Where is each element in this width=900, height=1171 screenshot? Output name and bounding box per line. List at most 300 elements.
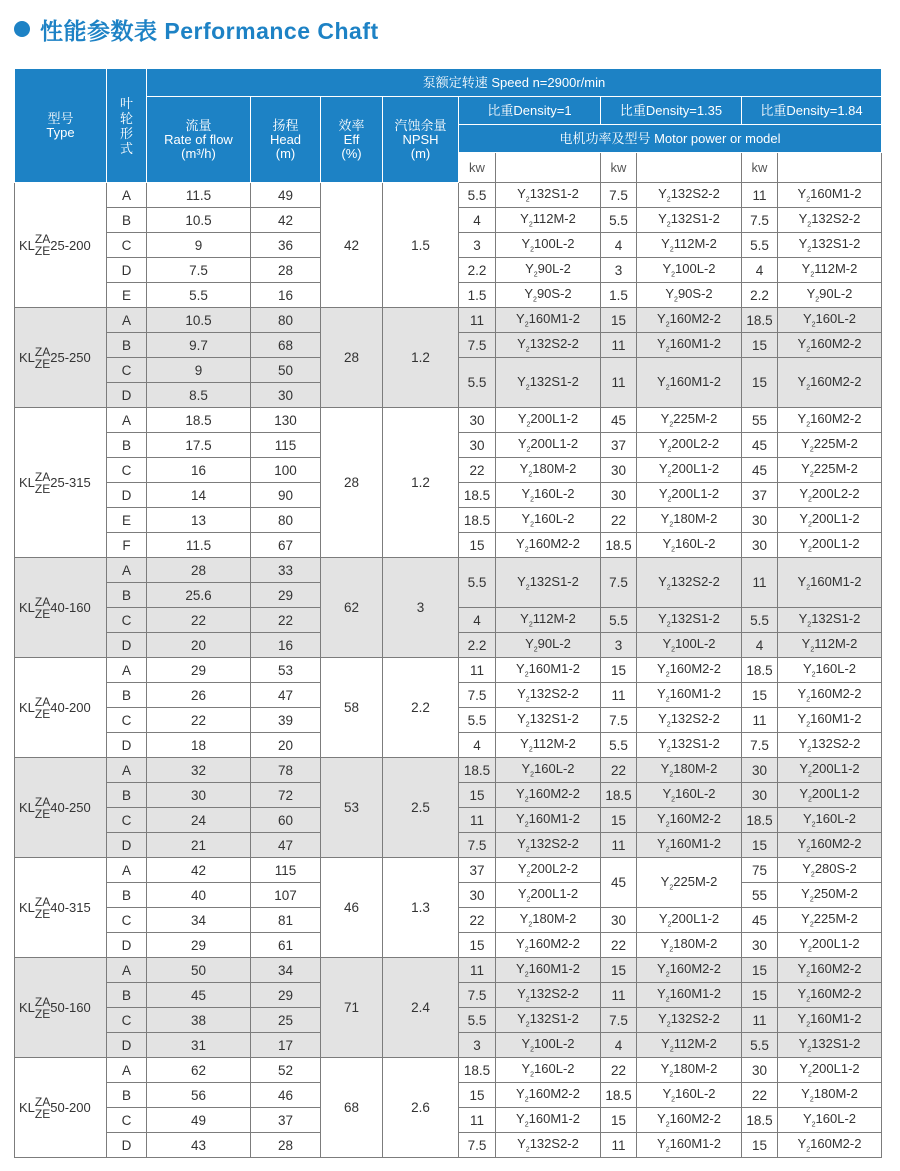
motor-model: 132S1-2 bbox=[670, 211, 720, 227]
performance-table-wrapper bbox=[14, 68, 882, 1158]
motor-model-cell: $Y_2160L-2$ bbox=[496, 758, 601, 783]
pump-type-cell: KL ZA ZE 25-315 bbox=[15, 408, 107, 558]
kw-cell: 4 bbox=[742, 258, 778, 283]
flow-cell: 14 bbox=[147, 483, 251, 508]
pump-type-cell: KL ZA ZE 25-250 bbox=[15, 308, 107, 408]
kw-cell: 18.5 bbox=[601, 783, 637, 808]
flow-cell: 11.5 bbox=[147, 183, 251, 208]
flow-cell: 8.5 bbox=[147, 383, 251, 408]
motor-model: 132S2-2 bbox=[529, 686, 579, 702]
kw-cell: 15 bbox=[742, 683, 778, 708]
impeller-cell: C bbox=[107, 233, 147, 258]
eff-cell: 58 bbox=[321, 658, 383, 758]
motor-model: 132S2-2 bbox=[529, 336, 579, 352]
motor-model: 90S-2 bbox=[677, 286, 713, 302]
flow-cell: 9 bbox=[147, 358, 251, 383]
motor-model: 225M-2 bbox=[813, 911, 858, 927]
motor-model: 200L1-2 bbox=[671, 461, 720, 477]
motor-model-cell: $Y_2160L-2$ bbox=[496, 508, 601, 533]
impeller-cell: A bbox=[107, 758, 147, 783]
eff-cell: 62 bbox=[321, 558, 383, 658]
kw-cell: 7.5 bbox=[601, 1008, 637, 1033]
impeller-cell: A bbox=[107, 183, 147, 208]
flow-cell: 18 bbox=[147, 733, 251, 758]
flow-cell: 56 bbox=[147, 1083, 251, 1108]
flow-cell: 40 bbox=[147, 883, 251, 908]
motor-model: 132S2-2 bbox=[670, 186, 720, 202]
kw-cell: 30 bbox=[742, 783, 778, 808]
pump-type-cell: KL ZA ZE 40-315 bbox=[15, 858, 107, 958]
motor-model-cell: $Y_2132S1-2$ bbox=[496, 183, 601, 208]
table-row bbox=[15, 558, 882, 583]
impeller-cell: C bbox=[107, 608, 147, 633]
motor-model: 160M1-2 bbox=[528, 661, 580, 677]
flow-cell: 45 bbox=[147, 983, 251, 1008]
motor-model-cell: $Y_2180M-2$ bbox=[637, 1058, 742, 1083]
kw-cell: 7.5 bbox=[601, 708, 637, 733]
motor-model: 200L1-2 bbox=[530, 886, 579, 902]
motor-model-cell: $Y_2180M-2$ bbox=[637, 933, 742, 958]
head-cell: 50 bbox=[251, 358, 321, 383]
impeller-cell: C bbox=[107, 458, 147, 483]
motor-model-cell: $Y_2160L-2$ bbox=[496, 483, 601, 508]
flow-cell: 10.5 bbox=[147, 308, 251, 333]
kw-cell: 11 bbox=[459, 658, 496, 683]
head-cell: 61 bbox=[251, 933, 321, 958]
motor-model-cell: $Y_2160M2-2$ bbox=[496, 533, 601, 558]
pump-type-cell: KL ZA ZE 40-160 bbox=[15, 558, 107, 658]
motor-model-cell: $Y_2180M-2$ bbox=[637, 508, 742, 533]
motor-model-cell: $Y_2180M-2$ bbox=[496, 908, 601, 933]
eff-cell: 68 bbox=[321, 1058, 383, 1158]
kw-cell: 7.5 bbox=[459, 983, 496, 1008]
impeller-cell: D bbox=[107, 633, 147, 658]
table-row bbox=[15, 858, 882, 883]
npsh-cell: 2.6 bbox=[383, 1058, 459, 1158]
motor-model-cell: $Y_2160M1-2$ bbox=[637, 833, 742, 858]
npsh-header: 汽蚀余量 NPSH (m) bbox=[383, 97, 459, 183]
motor-model: 180M-2 bbox=[813, 1086, 858, 1102]
flow-cell: 28 bbox=[147, 558, 251, 583]
motor-model: 160M2-2 bbox=[810, 411, 862, 427]
density2-header: 比重Density=1.35 bbox=[601, 97, 742, 125]
motor-model: 160M2-2 bbox=[669, 961, 721, 977]
flow-cell: 22 bbox=[147, 708, 251, 733]
kw-cell: 11 bbox=[601, 833, 637, 858]
motor-model: 160M2-2 bbox=[669, 1111, 721, 1127]
kw-cell: 4 bbox=[459, 208, 496, 233]
motor-model: 160L-2 bbox=[534, 761, 575, 777]
impeller-cell: A bbox=[107, 408, 147, 433]
impeller-cell: D bbox=[107, 258, 147, 283]
kw-cell: 15 bbox=[601, 958, 637, 983]
flow-cell: 29 bbox=[147, 933, 251, 958]
table-header bbox=[15, 69, 882, 183]
motor-model-cell: $Y_2132S1-2$ bbox=[778, 608, 882, 633]
motor-model: 160M2-2 bbox=[528, 786, 580, 802]
motor-model-cell: $Y_2132S1-2$ bbox=[778, 233, 882, 258]
head-cell: 115 bbox=[251, 858, 321, 883]
motor-model: 100L-2 bbox=[534, 1036, 575, 1052]
kw-cell: 30 bbox=[742, 1058, 778, 1083]
impeller-cell: C bbox=[107, 808, 147, 833]
npsh-cell: 1.2 bbox=[383, 408, 459, 558]
head-cell: 78 bbox=[251, 758, 321, 783]
motor-model: 160M1-2 bbox=[528, 311, 580, 327]
density1-header: 比重Density=1 bbox=[459, 97, 601, 125]
motor-model-cell: $Y_2160M2-2$ bbox=[778, 683, 882, 708]
kw-cell: 3 bbox=[601, 633, 637, 658]
motor-model: 160L-2 bbox=[815, 311, 857, 327]
impeller-cell: F bbox=[107, 533, 147, 558]
pump-type-cell: KL ZA ZE 50-200 bbox=[15, 1058, 107, 1158]
motor-model: 160M1-2 bbox=[669, 373, 721, 389]
kw-cell: 18.5 bbox=[742, 808, 778, 833]
kw-cell: 45 bbox=[742, 908, 778, 933]
kw-cell: 18.5 bbox=[459, 758, 496, 783]
motor-model-cell: $Y_2225M-2$ bbox=[778, 458, 882, 483]
impeller-cell: B bbox=[107, 433, 147, 458]
kw-cell: 11 bbox=[459, 1108, 496, 1133]
impeller-cell: D bbox=[107, 933, 147, 958]
motor-model: 225M-2 bbox=[673, 411, 718, 427]
motor-model: 132S2-2 bbox=[529, 836, 579, 852]
kw-cell: 5.5 bbox=[459, 558, 496, 608]
motor-model: 250M-2 bbox=[813, 886, 858, 902]
motor-model: 225M-2 bbox=[813, 436, 858, 452]
motor-model: 132S1-2 bbox=[670, 736, 720, 752]
flow-cell: 9.7 bbox=[147, 333, 251, 358]
table-row bbox=[15, 1058, 882, 1083]
kw-header-1: kw bbox=[459, 153, 496, 183]
flow-cell: 10.5 bbox=[147, 208, 251, 233]
kw-cell: 30 bbox=[742, 508, 778, 533]
section-title bbox=[14, 12, 379, 46]
head-cell: 22 bbox=[251, 608, 321, 633]
motor-model: 112M-2 bbox=[673, 1036, 717, 1052]
table-row bbox=[15, 658, 882, 683]
impeller-cell: C bbox=[107, 1008, 147, 1033]
motor-model-cell: $Y_2160M2-2$ bbox=[637, 308, 742, 333]
motor-model: 132S2-2 bbox=[529, 986, 579, 1002]
impeller-cell: E bbox=[107, 508, 147, 533]
motor-model: 160M1-2 bbox=[669, 336, 721, 352]
kw-cell: 30 bbox=[459, 883, 496, 908]
motor-model: 180M-2 bbox=[673, 511, 718, 527]
head-cell: 67 bbox=[251, 533, 321, 558]
head-cell: 53 bbox=[251, 658, 321, 683]
eff-cell: 46 bbox=[321, 858, 383, 958]
table-row bbox=[15, 183, 882, 208]
motor-model: 160M2-2 bbox=[810, 686, 862, 702]
npsh-cell: 3 bbox=[383, 558, 459, 658]
motor-model-cell: $Y_2132S2-2$ bbox=[496, 333, 601, 358]
motor-model-cell: $Y_2200L2-2$ bbox=[778, 483, 882, 508]
kw-cell: 5.5 bbox=[601, 733, 637, 758]
motor-model-cell: $Y_2132S2-2$ bbox=[496, 683, 601, 708]
kw-cell: 11 bbox=[601, 1133, 637, 1158]
motor-model-cell: $Y_2160M1-2$ bbox=[778, 558, 882, 608]
kw-cell: 3 bbox=[459, 233, 496, 258]
motor-model-cell: $Y_2160M2-2$ bbox=[496, 933, 601, 958]
motor-model-cell: $Y_2160L-2$ bbox=[637, 533, 742, 558]
head-cell: 17 bbox=[251, 1033, 321, 1058]
kw-cell: 11 bbox=[459, 958, 496, 983]
motor-model-cell: $Y_2160M1-2$ bbox=[496, 658, 601, 683]
impeller-cell: B bbox=[107, 208, 147, 233]
kw-cell: 18.5 bbox=[459, 508, 496, 533]
head-cell: 90 bbox=[251, 483, 321, 508]
impeller-cell: B bbox=[107, 583, 147, 608]
motor-model-cell: $Y_290L-2$ bbox=[496, 633, 601, 658]
motor-model-cell: $Y_2112M-2$ bbox=[778, 258, 882, 283]
motor-model: 160L-2 bbox=[815, 811, 857, 827]
motor-model-cell: $Y_2132S1-2$ bbox=[637, 208, 742, 233]
motor-model: 160M2-2 bbox=[810, 336, 862, 352]
head-cell: 37 bbox=[251, 1108, 321, 1133]
motor-model-cell: $Y_2132S2-2$ bbox=[637, 183, 742, 208]
flow-cell: 13 bbox=[147, 508, 251, 533]
motor-model-cell: $Y_2132S2-2$ bbox=[637, 1008, 742, 1033]
motor-model-cell: $Y_2160M1-2$ bbox=[778, 183, 882, 208]
head-cell: 30 bbox=[251, 383, 321, 408]
head-cell: 60 bbox=[251, 808, 321, 833]
flow-cell: 43 bbox=[147, 1133, 251, 1158]
motor-model-cell: $Y_2180M-2$ bbox=[496, 458, 601, 483]
pump-type-cell: KL ZA ZE 40-200 bbox=[15, 658, 107, 758]
kw-cell: 11 bbox=[742, 183, 778, 208]
kw-cell: 15 bbox=[459, 783, 496, 808]
motor-model-cell: $Y_2200L1-2$ bbox=[496, 408, 601, 433]
motor-model: 132S1-2 bbox=[811, 1036, 861, 1052]
impeller-cell: B bbox=[107, 1083, 147, 1108]
motor-model-cell: $Y_2112M-2$ bbox=[496, 208, 601, 233]
kw-cell: 5.5 bbox=[601, 208, 637, 233]
table-row bbox=[15, 308, 882, 333]
motor-model: 160L-2 bbox=[815, 1111, 857, 1127]
kw-cell: 22 bbox=[459, 458, 496, 483]
kw-cell: 15 bbox=[742, 358, 778, 408]
motor-model: 200L2-2 bbox=[530, 861, 579, 877]
kw-cell: 5.5 bbox=[459, 708, 496, 733]
motor-model: 180M-2 bbox=[532, 461, 577, 477]
table-row bbox=[15, 408, 882, 433]
impeller-cell: D bbox=[107, 733, 147, 758]
eff-cell: 28 bbox=[321, 408, 383, 558]
motor-model-cell: $Y_2160M2-2$ bbox=[637, 958, 742, 983]
kw-cell: 11 bbox=[742, 558, 778, 608]
kw-cell: 30 bbox=[742, 533, 778, 558]
motor-model: 112M-2 bbox=[814, 636, 858, 652]
motor-model: 132S1-2 bbox=[529, 711, 579, 727]
motor-model: 112M-2 bbox=[532, 611, 576, 627]
motor-model-cell: $Y_2160M1-2$ bbox=[778, 708, 882, 733]
kw-cell: 22 bbox=[601, 933, 637, 958]
kw-cell: 18.5 bbox=[742, 658, 778, 683]
motor-model-cell: $Y_2160L-2$ bbox=[778, 308, 882, 333]
kw-cell: 5.5 bbox=[742, 1033, 778, 1058]
kw-cell: 11 bbox=[601, 983, 637, 1008]
impeller-cell: E bbox=[107, 283, 147, 308]
impeller-cell: D bbox=[107, 483, 147, 508]
head-cell: 36 bbox=[251, 233, 321, 258]
motor-model: 90L-2 bbox=[819, 286, 853, 302]
kw-cell: 4 bbox=[459, 608, 496, 633]
motor-model: 100L-2 bbox=[675, 261, 716, 277]
motor-model-cell: $Y_2160L-2$ bbox=[637, 1083, 742, 1108]
impeller-cell: D bbox=[107, 833, 147, 858]
npsh-cell: 1.2 bbox=[383, 308, 459, 408]
table-row bbox=[15, 958, 882, 983]
motor-model-cell: $Y_2200L1-2$ bbox=[637, 908, 742, 933]
kw-cell: 30 bbox=[601, 908, 637, 933]
motor-model: 112M-2 bbox=[814, 261, 858, 277]
kw-cell: 3 bbox=[601, 258, 637, 283]
flow-cell: 16 bbox=[147, 458, 251, 483]
kw-cell: 4 bbox=[601, 1033, 637, 1058]
motor-model-cell: $Y_2160M1-2$ bbox=[637, 683, 742, 708]
motor-model: 90L-2 bbox=[537, 636, 571, 652]
impeller-cell: D bbox=[107, 383, 147, 408]
model-header-1 bbox=[496, 153, 601, 183]
eff-cell: 71 bbox=[321, 958, 383, 1058]
kw-cell: 30 bbox=[742, 933, 778, 958]
kw-cell: 55 bbox=[742, 408, 778, 433]
flow-cell: 25.6 bbox=[147, 583, 251, 608]
kw-cell: 11 bbox=[601, 333, 637, 358]
head-cell: 100 bbox=[251, 458, 321, 483]
impeller-header: 叶轮形式 bbox=[107, 69, 147, 183]
motor-model-cell: $Y_2160M2-2$ bbox=[637, 658, 742, 683]
kw-cell: 37 bbox=[459, 858, 496, 883]
pump-type-cell: KL ZA ZE 40-250 bbox=[15, 758, 107, 858]
head-cell: 130 bbox=[251, 408, 321, 433]
motor-model: 160M2-2 bbox=[810, 836, 862, 852]
eff-header: 效率 Eff (%) bbox=[321, 97, 383, 183]
motor-model-cell: $Y_2132S1-2$ bbox=[637, 733, 742, 758]
motor-model: 180M-2 bbox=[673, 1061, 718, 1077]
flow-cell: 21 bbox=[147, 833, 251, 858]
kw-cell: 22 bbox=[601, 1058, 637, 1083]
flow-cell: 24 bbox=[147, 808, 251, 833]
motor-model-cell: $Y_2112M-2$ bbox=[778, 633, 882, 658]
kw-cell: 7.5 bbox=[459, 683, 496, 708]
kw-cell: 5.5 bbox=[742, 233, 778, 258]
kw-cell: 11 bbox=[742, 1008, 778, 1033]
head-header: 扬程 Head (m) bbox=[251, 97, 321, 183]
kw-cell: 30 bbox=[601, 483, 637, 508]
head-cell: 81 bbox=[251, 908, 321, 933]
kw-cell: 45 bbox=[601, 408, 637, 433]
motor-model-cell: $Y_2160M2-2$ bbox=[496, 1083, 601, 1108]
impeller-cell: B bbox=[107, 883, 147, 908]
pump-type-cell: KL ZA ZE 25-200 bbox=[15, 183, 107, 308]
head-cell: 72 bbox=[251, 783, 321, 808]
motor-model: 160M2-2 bbox=[810, 986, 862, 1002]
kw-cell: 2.2 bbox=[742, 283, 778, 308]
motor-model: 200L1-2 bbox=[671, 911, 720, 927]
motor-model: 160M1-2 bbox=[810, 1011, 862, 1027]
npsh-cell: 1.3 bbox=[383, 858, 459, 958]
motor-model-cell: $Y_2160L-2$ bbox=[637, 783, 742, 808]
motor-model-cell: $Y_2160M1-2$ bbox=[496, 1108, 601, 1133]
flow-cell: 32 bbox=[147, 758, 251, 783]
head-cell: 33 bbox=[251, 558, 321, 583]
impeller-cell: B bbox=[107, 983, 147, 1008]
kw-cell: 15 bbox=[459, 933, 496, 958]
motor-model: 200L1-2 bbox=[811, 786, 860, 802]
motor-model-cell: $Y_290L-2$ bbox=[496, 258, 601, 283]
head-cell: 80 bbox=[251, 308, 321, 333]
motor-model: 160M1-2 bbox=[810, 186, 862, 202]
motor-model-cell: $Y_2160M2-2$ bbox=[778, 833, 882, 858]
flow-cell: 5.5 bbox=[147, 283, 251, 308]
pump-type-cell: KL ZA ZE 50-160 bbox=[15, 958, 107, 1058]
motor-model: 180M-2 bbox=[673, 936, 718, 952]
eff-cell: 28 bbox=[321, 308, 383, 408]
motor-model: 132S1-2 bbox=[529, 186, 579, 202]
motor-model-cell: $Y_2225M-2$ bbox=[637, 858, 742, 908]
motor-model-cell: $Y_2132S1-2$ bbox=[637, 608, 742, 633]
motor-model-cell: $Y_2250M-2$ bbox=[778, 883, 882, 908]
motor-model-cell: $Y_2200L1-2$ bbox=[778, 1058, 882, 1083]
head-cell: 28 bbox=[251, 258, 321, 283]
kw-cell: 22 bbox=[601, 508, 637, 533]
motor-model-cell: $Y_2132S2-2$ bbox=[496, 983, 601, 1008]
kw-cell: 15 bbox=[742, 333, 778, 358]
motor-model: 112M-2 bbox=[532, 211, 576, 227]
motor-model-cell: $Y_2132S2-2$ bbox=[637, 558, 742, 608]
kw-cell: 18.5 bbox=[601, 1083, 637, 1108]
kw-cell: 5.5 bbox=[601, 608, 637, 633]
kw-cell: 4 bbox=[601, 233, 637, 258]
motor-model: 132S2-2 bbox=[811, 211, 861, 227]
motor-model-cell: $Y_2160M1-2$ bbox=[637, 983, 742, 1008]
table-body bbox=[15, 183, 882, 1158]
motor-model: 180M-2 bbox=[673, 761, 718, 777]
motor-model-cell: $Y_2132S2-2$ bbox=[778, 208, 882, 233]
head-cell: 34 bbox=[251, 958, 321, 983]
flow-cell: 7.5 bbox=[147, 258, 251, 283]
kw-cell: 15 bbox=[601, 1108, 637, 1133]
motor-model-cell: $Y_2280S-2$ bbox=[778, 858, 882, 883]
motor-model: 112M-2 bbox=[673, 236, 717, 252]
motor-model: 180M-2 bbox=[532, 911, 577, 927]
motor-model-cell: $Y_2100L-2$ bbox=[637, 258, 742, 283]
head-cell: 49 bbox=[251, 183, 321, 208]
motor-model-cell: $Y_2132S2-2$ bbox=[496, 833, 601, 858]
speed-header: 泵额定转速 Speed n=2900r/min bbox=[147, 69, 882, 97]
motor-model: 200L1-2 bbox=[530, 436, 579, 452]
head-cell: 39 bbox=[251, 708, 321, 733]
motor-model: 160M2-2 bbox=[810, 961, 862, 977]
impeller-cell: A bbox=[107, 658, 147, 683]
motor-model: 160M2-2 bbox=[528, 536, 580, 552]
motor-model: 225M-2 bbox=[813, 461, 858, 477]
motor-model: 100L-2 bbox=[534, 236, 575, 252]
motor-model-cell: $Y_2160L-2$ bbox=[778, 658, 882, 683]
kw-cell: 55 bbox=[742, 883, 778, 908]
kw-cell: 1.5 bbox=[601, 283, 637, 308]
motor-model-cell: $Y_2112M-2$ bbox=[637, 233, 742, 258]
impeller-cell: A bbox=[107, 558, 147, 583]
head-cell: 29 bbox=[251, 583, 321, 608]
npsh-cell: 1.5 bbox=[383, 183, 459, 308]
kw-cell: 5.5 bbox=[459, 358, 496, 408]
impeller-cell: A bbox=[107, 1058, 147, 1083]
kw-cell: 45 bbox=[742, 433, 778, 458]
kw-cell: 7.5 bbox=[601, 183, 637, 208]
